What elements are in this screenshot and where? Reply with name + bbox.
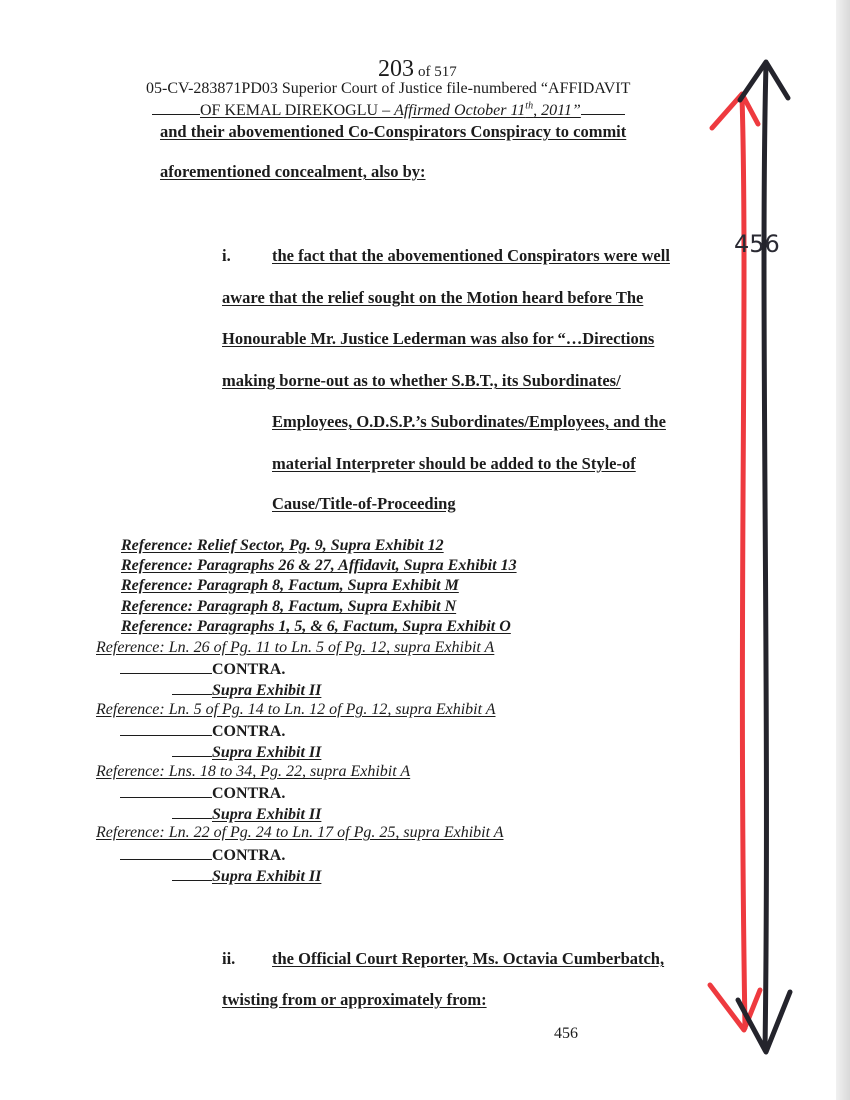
header-line-2-plain: OF KEMAL DIREKOGLU –	[200, 102, 395, 119]
bold-reference-5: Reference: Paragraphs 1, 5, & 6, Factum, Supra Exhibit O	[121, 618, 511, 635]
contra-reference-2: Reference: Ln. 5 of Pg. 14 to Ln. 12 of Pg. 12, supra Exhibit A	[96, 701, 496, 718]
header-date-sup: th	[525, 100, 534, 112]
item-ii-line-1: the Official Court Reporter, Ms. Octavia Cumberbatch,	[272, 949, 665, 968]
header-date: Affirmed October 11	[394, 102, 526, 119]
item-i-line-7: Cause/Title-of-Proceeding	[272, 494, 456, 513]
item-i-line-1: the fact that the abovementioned Conspirators were well	[272, 246, 670, 265]
sheet-number-value: 203	[378, 56, 414, 82]
intro-line-1: and their abovementioned Co-Conspirators Conspiracy to commit	[160, 122, 627, 141]
contra-reference-4: Reference: Ln. 22 of Pg. 24 to Ln. 17 of Pg. 25, supra Exhibit A	[96, 824, 504, 841]
exhibit-text: Supra Exhibit II	[212, 744, 322, 761]
item-ii-line-2: twisting from or approximately from:	[222, 990, 487, 1009]
contra-text: CONTRA.	[212, 785, 286, 802]
contra-text: CONTRA.	[212, 661, 286, 678]
item-i-line-5: Employees, O.D.S.P.’s Subordinates/Employees, and the	[272, 412, 666, 431]
bold-reference-4: Reference: Paragraph 8, Factum, Supra Exhibit N	[121, 598, 457, 615]
contra-text: CONTRA.	[212, 723, 286, 740]
exhibit-text: Supra Exhibit II	[212, 806, 322, 823]
header-line-1: 05-CV-283871PD03 Superior Court of Justice file-numbered “AFFIDAVIT	[146, 80, 631, 97]
item-ii-marker: ii.	[222, 949, 236, 968]
contra-reference-1: Reference: Ln. 26 of Pg. 11 to Ln. 5 of Pg. 12, supra Exhibit A	[96, 639, 495, 656]
contra-text: CONTRA.	[212, 847, 286, 864]
handwritten-page-number: 456	[734, 230, 780, 258]
exhibit-text: Supra Exhibit II	[212, 868, 322, 885]
item-i-marker: i.	[222, 246, 231, 265]
contra-reference-3: Reference: Lns. 18 to 34, Pg. 22, supra Exhibit A	[96, 763, 411, 780]
item-i-line-3: Honourable Mr. Justice Lederman was also for “…Directions	[222, 329, 655, 348]
footer-page-number: 456	[554, 1025, 578, 1042]
sheet-total: of 517	[418, 64, 457, 80]
item-i-line-2: aware that the relief sought on the Motion heard before The	[222, 288, 644, 307]
bold-reference-3: Reference: Paragraph 8, Factum, Supra Exhibit M	[121, 577, 459, 594]
exhibit-text: Supra Exhibit II	[212, 682, 322, 699]
bold-reference-2: Reference: Paragraphs 26 & 27, Affidavit, Supra Exhibit 13	[121, 557, 517, 574]
bold-reference-1: Reference: Relief Sector, Pg. 9, Supra Exhibit 12	[121, 537, 444, 554]
header-date-end: , 2011”	[533, 102, 581, 119]
item-i-line-4: making borne-out as to whether S.B.T., its Subordinates/	[222, 371, 621, 390]
item-i-line-6: material Interpreter should be added to the Style-of	[272, 454, 636, 473]
intro-line-2: aforementioned concealment, also by:	[160, 162, 426, 181]
